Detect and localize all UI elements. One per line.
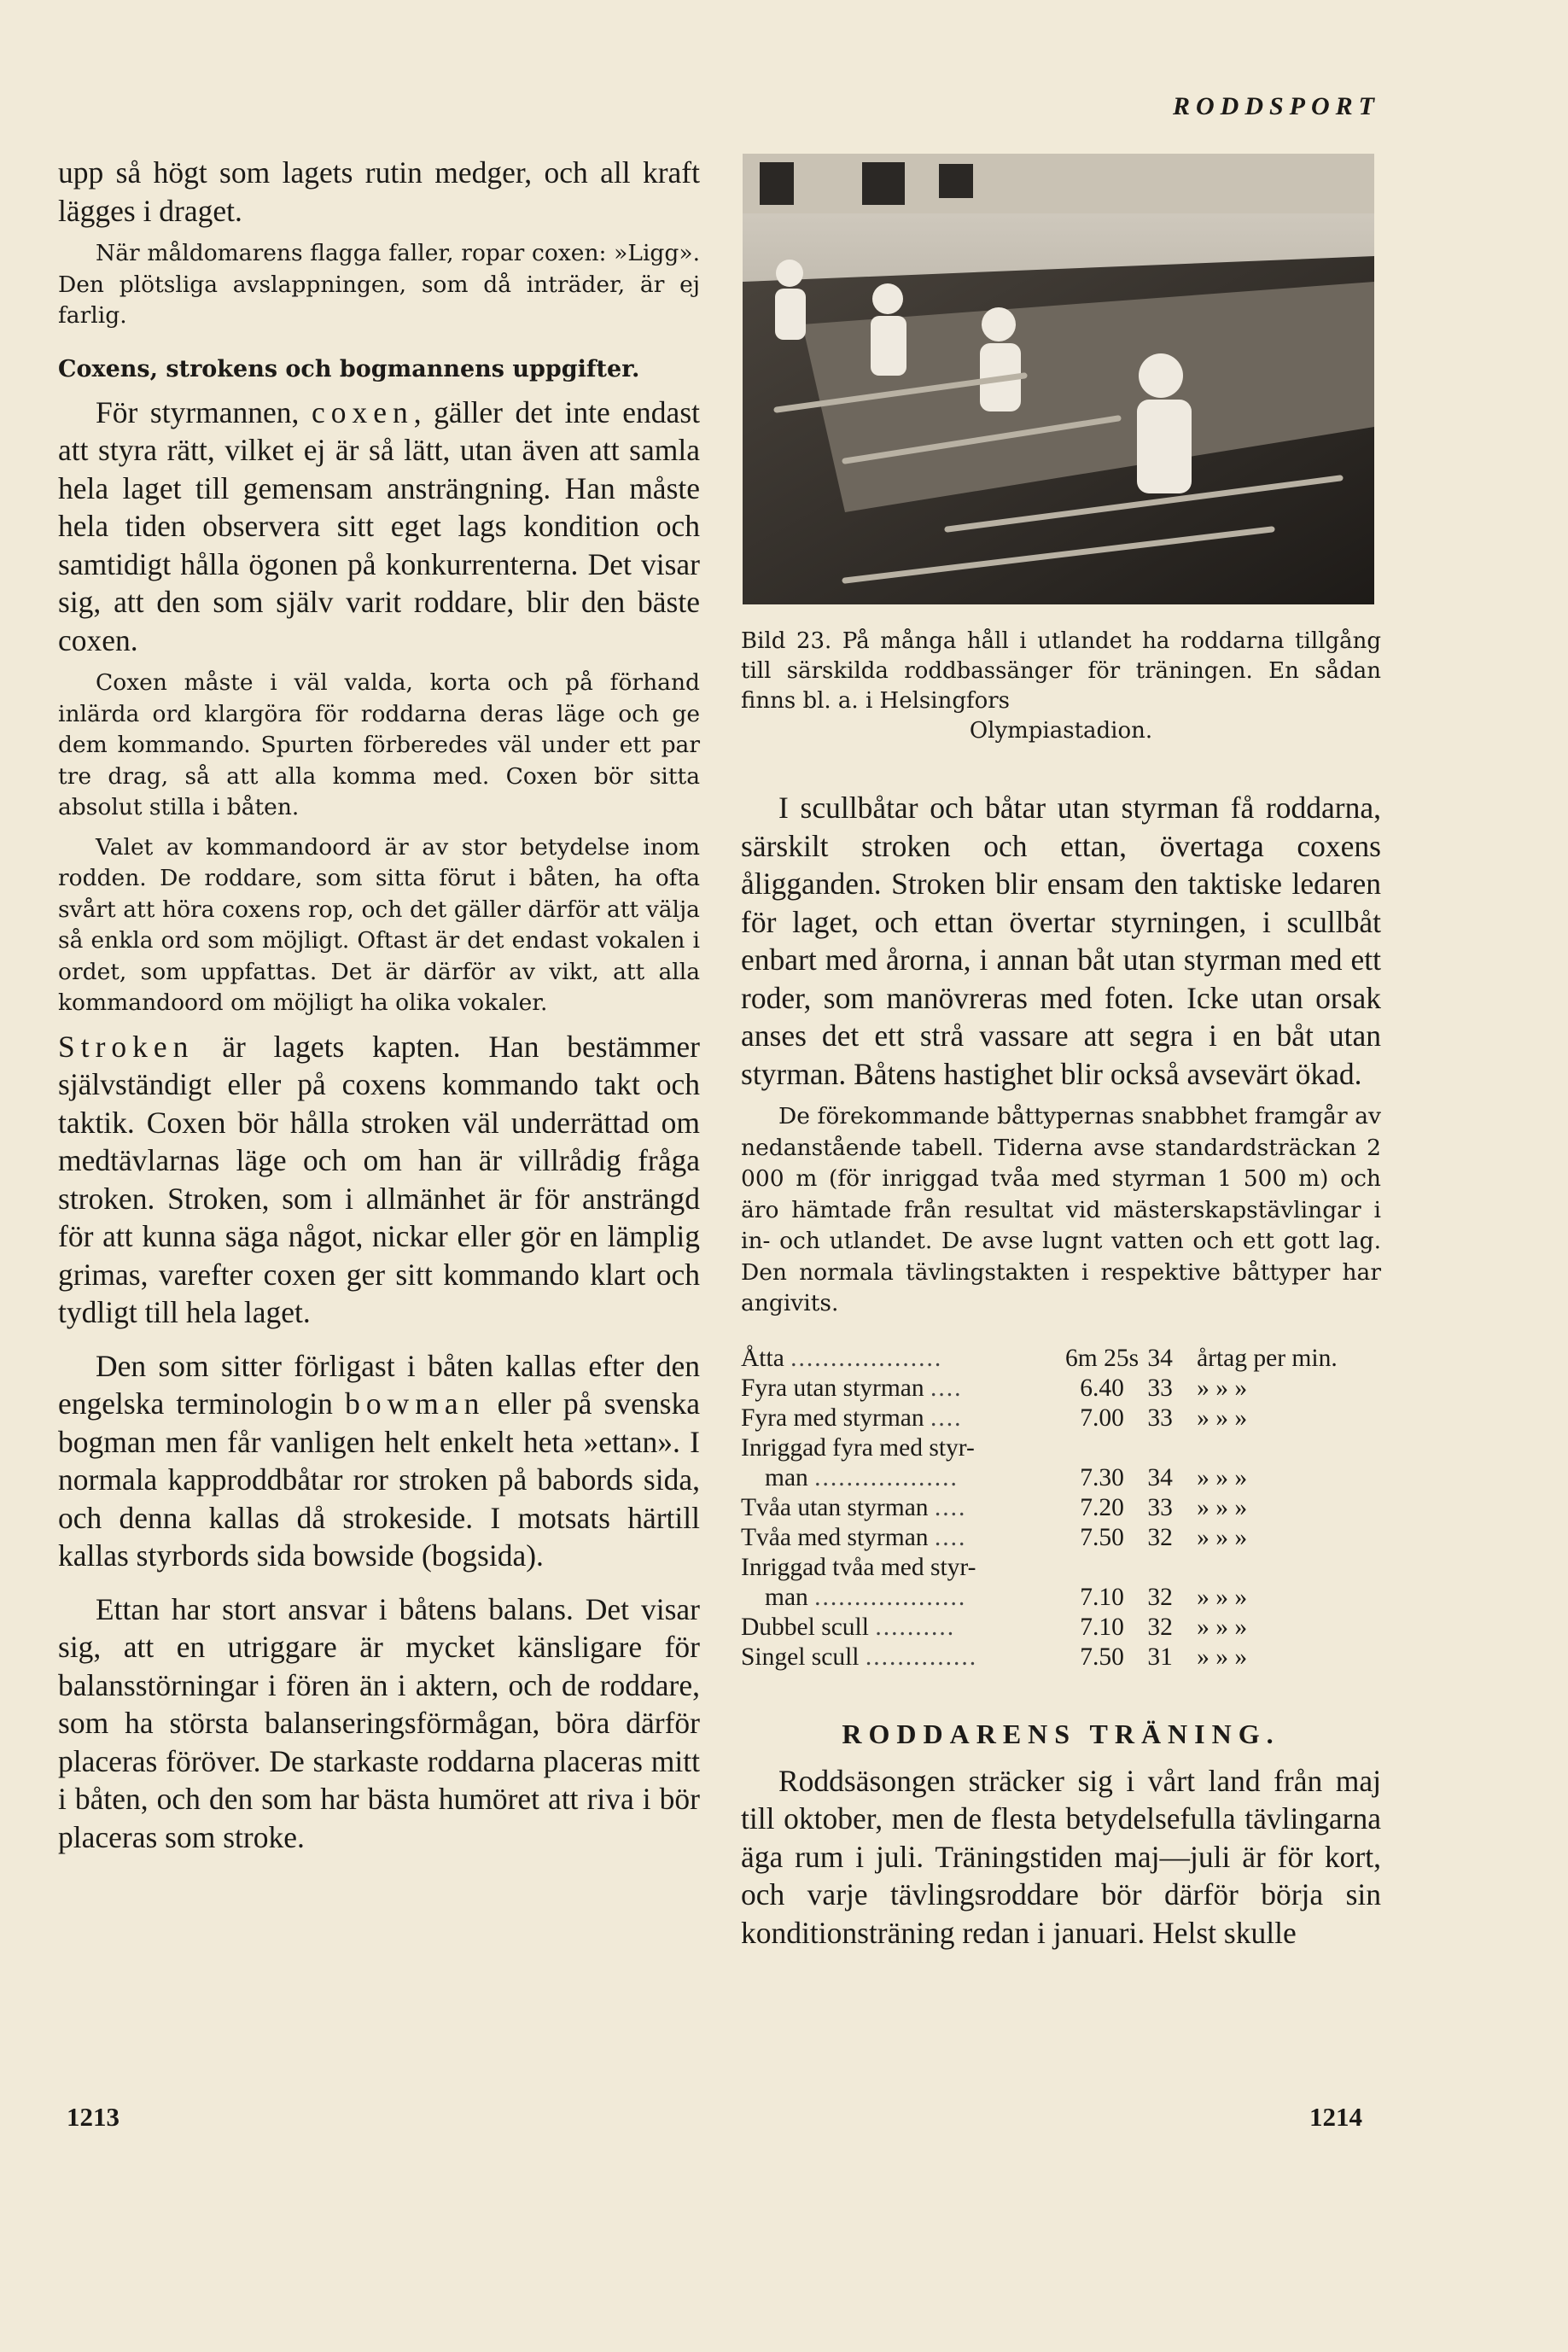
boat-type-label: Tvåa med styrman <box>741 1523 929 1551</box>
table-row <box>741 1643 1383 1672</box>
photo-illustration <box>743 154 1374 604</box>
dot-leader: .... <box>930 1404 963 1432</box>
small-paragraph: Valet av kommandoord är av stor betydelse inom rodden. De roddare, som sitta förut i båten, ha ofta svårt att höra coxens rop, och det gäller därför att välja så enkla ord som möjligt. Oftast är det endast vokalen i ordet, som uppfattas. Det är därför av vikt, att alla kommandoord om möjligt ha olika vokaler. <box>58 833 700 1016</box>
boat-type-label: Tvåa utan styrman <box>741 1493 929 1521</box>
spaced-term: Stroken <box>58 1029 195 1064</box>
paragraph: I scullbåtar och båtar utan styrman få roddarna, särskilt stroken och ettan, övertaga coxens åligganden. Stroken blir ensam den taktiske ledaren för laget, och ettan övertar styrningen, i scullbåt enbart med årorna, i annan båt utan styrman med ett roder, som manövreras med foten. Icke utan orsak anses det ett strå vassare att segra i en båt utan styrman. Båtens hastighet blir också avsevärt ökad. <box>741 791 1381 1091</box>
time-cell: 7.50 <box>1080 1643 1124 1671</box>
right-column <box>741 154 1381 1952</box>
text-run: , gäller det inte endast att styra rätt, vilket ej är så lätt, utan även att samla hela laget till gemensam ansträngning. Han måste hela tiden observera sitt eget lags kondition och samtidigt hålla ögonen på konkurrenterna. Det visar sig, att den som själv varit roddare, blir den bäste coxen. <box>58 394 700 657</box>
boat-speed-table <box>741 1344 1383 1672</box>
time-cell: 7.20 <box>1080 1493 1124 1521</box>
boat-type-label: Dubbel scull <box>741 1613 869 1641</box>
dot-leader: ................... <box>790 1344 943 1372</box>
page-number-right: 1214 <box>1309 2102 1362 2132</box>
running-header: RODDSPORT <box>1172 92 1380 120</box>
dot-leader: .... <box>934 1493 967 1521</box>
dot-leader: .......... <box>875 1613 956 1641</box>
boat-type-label: Fyra med styrman <box>741 1404 924 1432</box>
stroke-rate-cell: 31 <box>1147 1643 1173 1671</box>
time-cell: 6m 25s <box>1065 1344 1140 1372</box>
boat-type-cell <box>741 1374 1065 1404</box>
small-paragraph: När måldomarens flagga faller, ropar coxen: »Ligg». Den plötsliga avslappningen, som då inträder, är ej farlig. <box>58 240 700 329</box>
stroke-rate-cell: 33 <box>1147 1404 1173 1432</box>
unit-cell: » » » <box>1197 1463 1248 1491</box>
small-paragraph: Coxen måste i väl valda, korta och på förhand inlärda ord klargöra för roddarna deras läge och ge dem kommando. Spurten förberedes väl under ett par tre drag, så att alla komma med. Coxen bör sitta absolut stilla i båten. <box>58 669 700 820</box>
boat-type-cell <box>741 1643 1065 1672</box>
boat-type-cell <box>741 1493 1065 1523</box>
stroke-rate-cell: 32 <box>1147 1583 1173 1611</box>
paragraph: Roddsäsongen sträcker sig i vårt land från maj till oktober, men de flesta betydelsefulla tävlingarna äga rum i juli. Träningstiden maj—juli är för kort, och varje tävlingsroddare bör därför börja sin konditionsträning redan i januari. Helst skulle <box>741 1763 1381 1950</box>
caption-last-line: Olympiastadion. <box>969 718 1153 744</box>
boat-type-cell <box>741 1433 1065 1493</box>
boat-type-line: Inriggad fyra med styr- <box>741 1433 975 1462</box>
boat-speed-rows <box>741 1344 1383 1672</box>
unit-cell: » » » <box>1197 1404 1248 1432</box>
unit-cell: » » » <box>1197 1523 1248 1551</box>
photo-caption <box>741 627 1381 746</box>
boat-type-cell <box>741 1344 1065 1374</box>
text-run: För styrmannen, <box>96 394 312 429</box>
boat-type-continuation: man <box>765 1583 808 1611</box>
left-column <box>58 154 700 1856</box>
section-title: RODDARENS TRÄNING. <box>842 1718 1280 1749</box>
caption-text: Bild 23. På många håll i utlandet ha roddarna tillgång till särskilda roddbassänger för träningen. En sådan finns bl. a. i Helsingfors <box>741 628 1381 714</box>
paragraph <box>58 1028 700 1332</box>
table-row <box>741 1374 1383 1404</box>
rowing-tank-photo <box>743 154 1374 604</box>
table-row <box>741 1613 1383 1643</box>
boat-type-label: Singel scull <box>741 1643 860 1671</box>
table-row <box>741 1493 1383 1523</box>
text-run: eller på svenska bogman men får vanligen helt enkelt heta »ettan». I normala kapproddbåtar ror stroken på babords sida, och denna kallas då strokeside. I motsats härtill kallas styrbords sida bowside (bogsida). <box>58 1386 700 1573</box>
paragraph: Ettan har stort ansvar i båtens balans. Det visar sig, att en utriggare är mycket känsligare för balansstörningar i fören än i aktern, och de roddare, som ha största balanseringsförmågan, böra därför placeras föröver. De starkaste roddarna placeras mitt i båten, och den som har bästa humöret att riva i bör placeras som stroke. <box>58 1591 700 1854</box>
section-heading: Coxens, strokens och bogmannens uppgifter. <box>58 355 640 382</box>
boat-type-cell <box>741 1523 1065 1553</box>
table-row <box>741 1344 1383 1374</box>
boat-type-label: Åtta <box>741 1344 784 1372</box>
stroke-rate-cell: 32 <box>1147 1523 1173 1551</box>
dot-leader: .............. <box>865 1643 978 1671</box>
unit-cell: » » » <box>1197 1613 1248 1641</box>
paragraph <box>58 1347 700 1575</box>
time-cell: 7.10 <box>1080 1583 1124 1611</box>
dot-leader: ................... <box>814 1583 967 1611</box>
boat-type-cell <box>741 1553 1065 1613</box>
table-row <box>741 1404 1383 1433</box>
boat-type-cell <box>741 1613 1065 1643</box>
time-cell: 7.00 <box>1080 1404 1124 1432</box>
page-number-left: 1213 <box>67 2102 119 2132</box>
spaced-term: bowman <box>345 1386 486 1421</box>
stroke-rate-cell: 34 <box>1147 1344 1173 1372</box>
dot-leader: .... <box>934 1523 967 1551</box>
text-run: är lagets kapten. Han bestämmer självständigt eller på coxens kommando takt och taktik. Coxen bör hålla stroken väl underrättad om medtävlarnas läge och om han är villrådig fråga stroken. Stroken, som i allmänhet är för ansträngd för att kunna säga något, nickar eller gör en lämplig grimas, varefter coxen ger sitt kommando klart och tydligt till hela laget. <box>58 1029 700 1329</box>
unit-cell: årtag per min. <box>1197 1344 1338 1372</box>
stroke-rate-cell: 32 <box>1147 1613 1173 1641</box>
unit-cell: » » » <box>1197 1643 1248 1671</box>
time-cell: 7.50 <box>1080 1523 1124 1551</box>
boat-type-line: Inriggad tvåa med styr- <box>741 1553 976 1581</box>
time-cell: 6.40 <box>1080 1374 1124 1402</box>
dot-leader: .... <box>930 1374 963 1402</box>
stroke-rate-cell: 33 <box>1147 1374 1173 1402</box>
unit-cell: » » » <box>1197 1583 1248 1611</box>
paragraph: upp så högt som lagets rutin medger, och all kraft lägges i draget. <box>58 155 700 228</box>
boat-type-cell <box>741 1404 1065 1433</box>
stroke-rate-cell: 33 <box>1147 1493 1173 1521</box>
table-row <box>741 1553 1383 1613</box>
unit-cell: » » » <box>1197 1493 1248 1521</box>
paragraph <box>58 394 700 660</box>
time-cell: 7.10 <box>1080 1613 1124 1641</box>
table-row <box>741 1433 1383 1493</box>
time-cell: 7.30 <box>1080 1463 1124 1491</box>
boat-type-continuation: man <box>765 1463 808 1491</box>
unit-cell: » » » <box>1197 1374 1248 1402</box>
boat-type-line <box>741 1463 1065 1493</box>
stroke-rate-cell: 34 <box>1147 1463 1173 1491</box>
boat-type-label: Fyra utan styrman <box>741 1374 924 1402</box>
table-row <box>741 1523 1383 1553</box>
small-paragraph: De förekommande båttypernas snabbhet framgår av nedanstående tabell. Tiderna avse standardsträckan 2 000 m (för inriggad tvåa med styrman 1 500 m) och äro hämtade från resultat vid mästerskapstävlingar i in- och utlandet. De avse lugnt vatten och ett gott lag. Den normala tävlingstakten i respektive båttyper har angivits. <box>741 1103 1381 1316</box>
boat-type-line <box>741 1583 1065 1613</box>
spaced-term: coxen <box>311 394 414 429</box>
dot-leader: .................. <box>814 1463 959 1491</box>
text-run: Den som sitter förligast i båten kallas efter den engelska terminologin <box>58 1348 700 1421</box>
